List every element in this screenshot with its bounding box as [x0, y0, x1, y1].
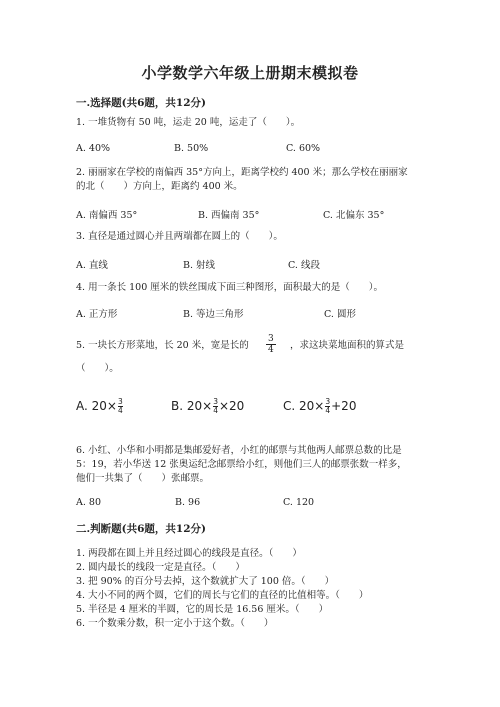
- question-6-line-3: 他们一共集了（ ）张邮票。: [76, 473, 210, 484]
- section-heading-judge: 二.判断题(共6题，共12分): [76, 523, 207, 535]
- q5-option-a-fraction: [118, 398, 123, 415]
- q4-option-c: C. 圆形: [324, 309, 356, 320]
- judge-item-6: 6. 一个数乘分数，积一定小于这个数。（ ）: [76, 618, 274, 629]
- fraction-numerator: 3: [325, 397, 331, 406]
- q6-option-b: B. 96: [175, 497, 201, 508]
- question-2-line-2: 的北（ ）方向上，距离约 400 米。: [76, 181, 243, 192]
- q2-option-b: B. 西偏南 35°: [198, 210, 260, 221]
- judge-item-3: 3. 把 90% 的百分号去掉，这个数就扩大了 100 倍。（ ）: [76, 576, 335, 587]
- q3-option-a: A. 直线: [76, 260, 108, 271]
- question-6-line-1: 6. 小红、小华和小明都是集邮爱好者，小红的邮票与其他两人邮票总数的比是: [76, 445, 402, 456]
- question-6-line-2: 5：19，若小华送 12 张奥运纪念邮票给小红，则他们三人的邮票张数一样多，: [76, 459, 407, 470]
- question-5-fraction: [266, 334, 276, 355]
- q5-option-c: [283, 398, 356, 415]
- question-2-line-1: 2. 丽丽家在学校的南偏西 35°方向上，距离学校约 400 米；那么学校在丽丽家: [76, 167, 408, 178]
- judge-item-4: 4. 大小不同的两个圆，它们的周长与它们的直径的比值相等。（ ）: [76, 590, 369, 601]
- section-heading-choice: 一.选择题(共6题，共12分): [76, 97, 207, 109]
- q1-option-b: B. 50%: [174, 143, 209, 154]
- question-5-text: 5. 一块长方形菜地，长 20 米，宽是长的: [76, 340, 249, 351]
- fraction-denominator: 4: [213, 406, 218, 415]
- q5-option-b: [171, 398, 244, 415]
- q5-option-b-prefix: B. 20×: [171, 399, 213, 413]
- q5-option-b-fraction: [213, 398, 218, 415]
- judge-item-5: 5. 半径是 4 厘米的半圆，它的周长是 16.56 厘米。（ ）: [76, 604, 329, 615]
- fraction-denominator: 4: [325, 406, 331, 415]
- q5-option-c-prefix: C. 20×: [283, 399, 325, 413]
- q5-option-a-prefix: A. 20×: [76, 399, 117, 413]
- q3-option-b: B. 射线: [183, 260, 216, 271]
- q5-option-a: [76, 398, 124, 415]
- fraction-numerator: 3: [213, 397, 218, 406]
- q1-option-c: C. 60%: [286, 143, 321, 154]
- q2-option-a: A. 南偏西 35°: [76, 210, 138, 221]
- fraction-denominator: 4: [117, 406, 123, 415]
- q6-option-a: A. 80: [76, 497, 101, 508]
- q5-option-c-fraction: [325, 398, 330, 415]
- fraction-numerator: 3: [117, 397, 123, 406]
- fraction-numerator: 3: [268, 334, 274, 344]
- q5-option-c-suffix: +20: [331, 399, 357, 413]
- question-3: 3. 直径是通过圆心并且两端都在圆上的（ ）。: [76, 231, 283, 242]
- q6-option-c: C. 120: [283, 497, 315, 508]
- q4-option-a: A. 正方形: [76, 309, 118, 320]
- q4-option-b: B. 等边三角形: [183, 309, 244, 320]
- q2-option-c: C. 北偏东 35°: [323, 210, 385, 221]
- exam-title: 小学数学六年级上册期末模拟卷: [141, 64, 359, 82]
- q3-option-c: C. 线段: [288, 260, 320, 271]
- question-1: 1. 一堆货物有 50 吨，运走 20 吨，运走了（ ）。: [76, 117, 301, 128]
- q1-option-a: A. 40%: [76, 143, 111, 154]
- question-4: 4. 用一条长 100 厘米的铁丝围成下面三种图形，面积最大的是（ ）。: [76, 282, 384, 293]
- fraction-denominator: 4: [268, 345, 274, 355]
- question-5-text-after: ，求这块菜地面积的算式是: [290, 340, 405, 351]
- judge-item-2: 2. 圆内最长的线段一定是直径。（ ）: [76, 562, 245, 573]
- question-5-line-2: （ ）。: [76, 363, 119, 374]
- q5-option-b-suffix: ×20: [218, 399, 245, 413]
- judge-item-1: 1. 两段都在圆上并且经过圆心的线段是直径。（ ）: [76, 548, 302, 559]
